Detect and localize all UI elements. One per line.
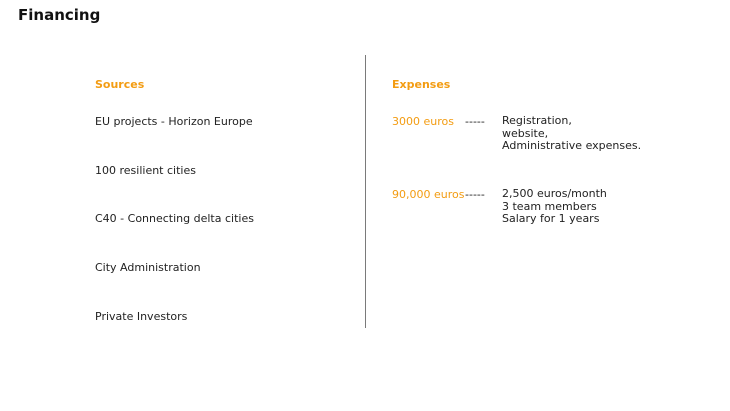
expense-detail-line: 3 team members <box>502 199 597 213</box>
sources-heading: Sources <box>95 78 145 91</box>
source-item-eu-projects: EU projects - Horizon Europe <box>95 115 253 128</box>
expense-detail-line: Administrative expenses. <box>502 139 642 152</box>
expense-amount-1: 3000 euros <box>392 115 454 128</box>
expense-detail-line: website, <box>502 126 549 140</box>
expense-dashes-1: ----- <box>465 115 485 128</box>
expense-detail-line: Registration, <box>502 114 572 127</box>
page-title: Financing <box>18 6 101 24</box>
column-divider <box>365 55 366 328</box>
source-item-resilient-cities: 100 resilient cities <box>95 164 196 177</box>
source-item-c40: C40 - Connecting delta cities <box>95 212 254 225</box>
source-item-city-administration: City Administration <box>95 261 201 274</box>
expense-detail-line: Salary for 1 years <box>502 212 600 225</box>
expense-details-1 <box>502 115 641 153</box>
expenses-heading: Expenses <box>392 78 451 91</box>
expense-amount-2: 90,000 euros <box>392 188 465 201</box>
expense-details-2 <box>502 188 607 226</box>
source-item-private-investors: Private Investors <box>95 310 188 323</box>
expense-detail-line: 2,500 euros/month <box>502 187 607 200</box>
expense-dashes-2: ----- <box>465 188 485 201</box>
